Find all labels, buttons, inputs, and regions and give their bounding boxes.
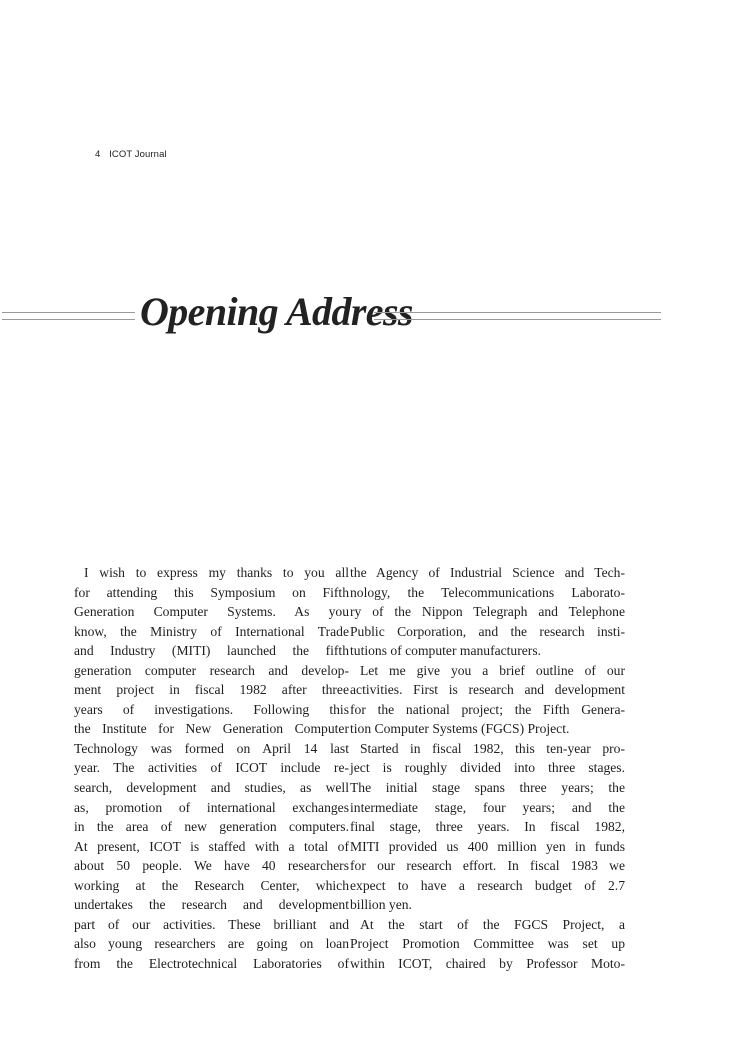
text-line: for the national project; the Fifth Genera- <box>350 701 625 717</box>
page-number: 4 <box>95 149 101 160</box>
journal-name: ICOT Journal <box>109 149 167 160</box>
text-line: from the Electrotechnical Laboratories of <box>74 955 349 971</box>
text-line: billion yen. <box>350 897 412 913</box>
title-banner <box>0 290 750 350</box>
text-line: ment project in fiscal 1982 after three <box>74 682 349 698</box>
text-line: At present, ICOT is staffed with a total of <box>74 838 349 854</box>
text-line: also young researchers are going on loan <box>74 936 349 952</box>
text-line: At the start of the FGCS Project, a <box>360 916 625 932</box>
text-line: ry of the Nippon Telegraph and Telephone <box>350 604 625 620</box>
body-column-right <box>350 563 625 973</box>
article-title: Opening Address <box>140 289 413 334</box>
text-line: generation computer research and develop- <box>74 662 349 678</box>
text-line: nology, the Telecommunications Laborato- <box>350 584 625 600</box>
text-line: know, the Ministry of International Trade <box>74 623 349 639</box>
text-line: year. The activities of ICOT include re- <box>74 760 349 776</box>
title-rule-right <box>374 312 661 320</box>
text-line: Public Corporation, and the research insti- <box>350 623 625 639</box>
text-line: The initial stage spans three years; the <box>350 780 625 796</box>
text-line: Technology was formed on April 14 last <box>74 740 349 756</box>
text-line: Generation Computer Systems. As you <box>74 604 349 620</box>
body-column-left <box>74 563 349 973</box>
text-line: tutions of computer manufacturers. <box>350 643 542 659</box>
text-line: activities. First is research and development <box>350 682 625 698</box>
text-line: Started in fiscal 1982, this ten-year pro- <box>360 740 625 756</box>
text-line: for attending this Symposium on Fifth <box>74 584 349 600</box>
running-head <box>95 149 167 160</box>
text-line: Let me give you a brief outline of our <box>360 662 625 678</box>
text-line: part of our activities. These brilliant and <box>74 916 349 932</box>
text-line: for our research effort. In fiscal 1983 we <box>350 858 625 874</box>
text-line: Project Promotion Committee was set up <box>350 936 625 952</box>
text-line: MITI provided us 400 million yen in funds <box>350 838 625 854</box>
text-line: I wish to express my thanks to you all <box>84 565 349 580</box>
text-line: the Agency of Industrial Science and Tech- <box>350 565 625 580</box>
title-rule-left <box>2 312 135 320</box>
text-line: intermediate stage, four years; and the <box>350 799 625 815</box>
text-line: about 50 people. We have 40 researchers <box>74 858 349 874</box>
text-line: search, development and studies, as well <box>74 780 349 796</box>
text-line: tion Computer Systems (FGCS) Project. <box>350 721 570 737</box>
text-line: years of investigations. Following this <box>74 701 349 717</box>
text-line: and Industry (MITI) launched the fifth <box>74 643 349 659</box>
text-line: within ICOT, chaired by Professor Moto- <box>350 955 625 971</box>
text-line: the Institute for New Generation Computer <box>74 721 349 737</box>
text-line: expect to have a research budget of 2.7 <box>350 877 625 893</box>
text-line: undertakes the research and development <box>74 897 349 913</box>
text-line: as, promotion of international exchanges <box>74 799 349 815</box>
text-line: final stage, three years. In fiscal 1982, <box>350 819 625 835</box>
text-line: in the area of new generation computers. <box>74 819 349 835</box>
text-line: working at the Research Center, which <box>74 877 349 893</box>
text-line: ject is roughly divided into three stages. <box>350 760 625 776</box>
